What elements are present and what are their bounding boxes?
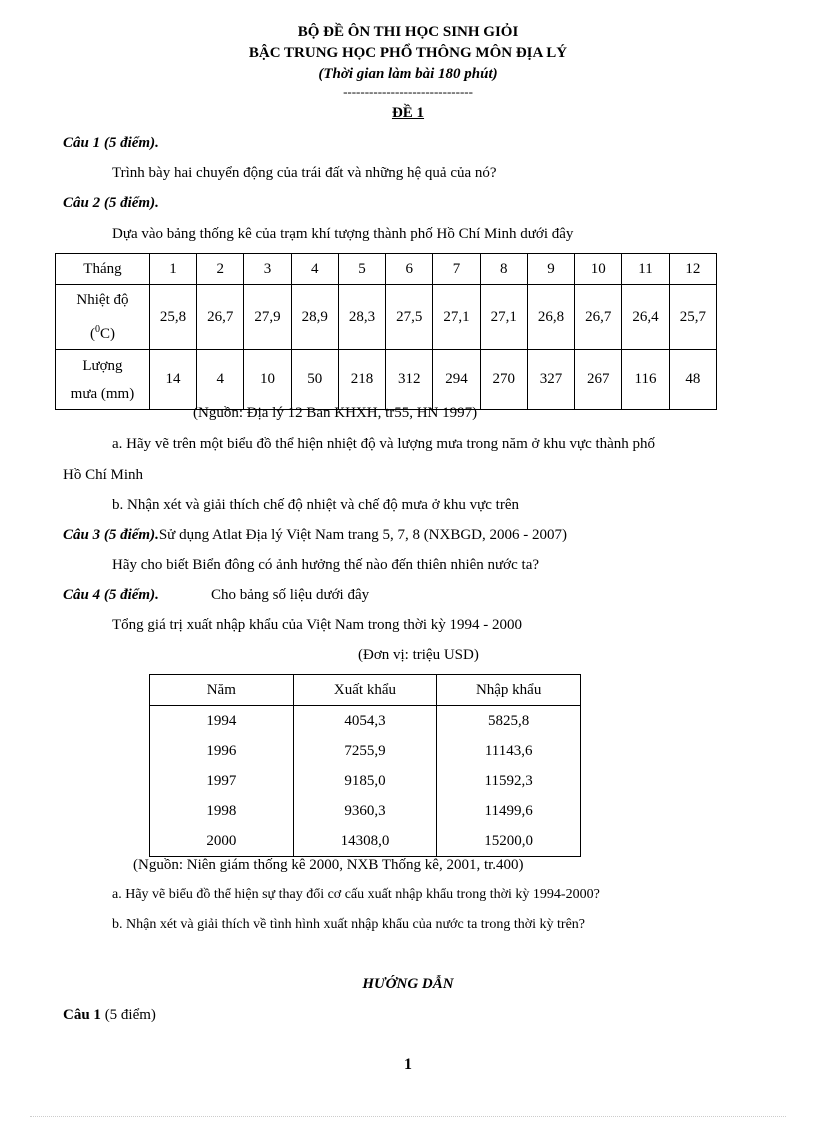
table-header-cell [56,285,150,350]
temp-cell: 28,9 [291,285,338,350]
climate-table [55,253,717,410]
export-cell: 9185,0 [293,766,437,796]
table-header-cell: Năm [150,675,294,706]
temp-cell: 26,8 [527,285,574,350]
guide-q1-points: (5 điểm) [100,1007,156,1023]
rain-cell: 50 [291,350,338,410]
temp-label-sup: 0 [94,324,100,335]
export-cell: 4054,3 [293,706,437,737]
month-cell: 6 [386,254,433,285]
month-cell: 1 [149,254,196,285]
climate-temp-row [56,285,717,350]
month-cell: 3 [244,254,291,285]
q4-label: Câu 4 (5 điểm). [63,587,159,603]
page-number: 1 [404,1056,412,1073]
export-cell: 7255,9 [293,736,437,766]
temp-cell: 26,7 [197,285,244,350]
title-divider: ------------------------------ [343,84,473,99]
table-row [150,736,581,766]
q2-part-a-line1: a. Hãy vẽ trên một biểu đồ thể hiện nhiệt độ và lượng mưa trong năm ở khu vực thành phố [112,436,656,452]
import-cell: 5825,8 [437,706,581,737]
rain-label-line1: Lượng [82,357,123,374]
guide-title: HƯỚNG DẪN [362,976,454,992]
year-cell: 1994 [150,706,294,737]
trade-table [149,674,581,857]
q4-table-title: Tổng giá trị xuất nhập khẩu của Việt Nam trong thời kỳ 1994 - 2000 [112,617,523,633]
temp-cell: 27,1 [480,285,527,350]
temp-cell: 27,9 [244,285,291,350]
q4-source: (Nguồn: Niên giám thống kê 2000, NXB Thống kê, 2001, tr.400) [133,857,524,873]
rain-cell: 4 [197,350,244,410]
month-cell: 12 [669,254,716,285]
month-cell: 5 [338,254,385,285]
month-cell: 8 [480,254,527,285]
q4-unit: (Đơn vị: triệu USD) [358,647,479,663]
table-row [150,766,581,796]
import-cell: 11143,6 [437,736,581,766]
table-header-cell [56,350,150,410]
trade-header-row [150,675,581,706]
rain-cell: 10 [244,350,291,410]
guide-q1-label: Câu 1 [63,1007,101,1023]
rain-cell: 267 [575,350,622,410]
table-header-cell: Xuất khẩu [293,675,437,706]
rain-cell: 48 [669,350,716,410]
climate-rain-row [56,350,717,410]
q1-text: Trình bày hai chuyển động của trái đất và những hệ quả của nó? [112,165,497,181]
table-row [150,796,581,826]
rain-cell: 116 [622,350,669,410]
temp-label-pre: ( [89,326,95,342]
doc-title-line2: BẬC TRUNG HỌC PHỔ THÔNG MÔN ĐỊA LÝ [248,45,568,61]
import-cell: 15200,0 [437,826,581,857]
import-cell: 11499,6 [437,796,581,826]
temp-cell: 25,7 [669,285,716,350]
q3-question: Hãy cho biết Biển đông có ảnh hưởng thế nào đến thiên nhiên nước ta? [112,557,540,573]
q3-text: Sử dụng Atlat Địa lý Việt Nam trang 5, 7, 8 (NXBGD, 2006 - 2007) [158,527,568,543]
q4-text: Cho bảng số liệu dưới đây [211,587,370,603]
table-header-cell: Tháng [56,254,150,285]
month-cell: 2 [197,254,244,285]
q2-part-b: b. Nhận xét và giải thích chế độ nhiệt và chế độ mưa ở khu vực trên [112,497,519,513]
rain-cell: 270 [480,350,527,410]
table-header-cell: Nhập khẩu [437,675,581,706]
temp-cell: 26,7 [575,285,622,350]
exam-number: ĐỀ 1 [391,105,425,121]
q2-label: Câu 2 (5 điểm). [63,195,159,211]
rain-cell: 327 [527,350,574,410]
q2-intro: Dựa vào bảng thống kê của trạm khí tượng thành phố Hồ Chí Minh dưới đây [112,226,574,242]
export-cell: 14308,0 [293,826,437,857]
rain-cell: 312 [386,350,433,410]
table-row [150,826,581,857]
guide-q1 [63,1007,156,1024]
q3-label: Câu 3 (5 điểm). [63,527,159,543]
doc-duration: (Thời gian làm bài 180 phút) [318,66,498,82]
month-cell: 7 [433,254,480,285]
temp-label-line1: Nhiệt độ [76,292,129,308]
doc-title-line1: BỘ ĐỀ ÔN THI HỌC SINH GIỎI [297,24,519,40]
q4-part-b: b. Nhận xét và giải thích về tình hình xuất nhập khẩu của nước ta trong thời kỳ trên? [112,917,585,932]
table-row [150,706,581,737]
year-cell: 2000 [150,826,294,857]
year-cell: 1997 [150,766,294,796]
month-cell: 4 [291,254,338,285]
year-cell: 1996 [150,736,294,766]
year-cell: 1998 [150,796,294,826]
temp-cell: 28,3 [338,285,385,350]
q3-line [63,527,567,544]
q4-part-a: a. Hãy vẽ biểu đồ thể hiện sự thay đổi cơ cấu xuất nhập khẩu trong thời kỳ 1994-2000? [112,887,600,902]
temp-cell: 25,8 [149,285,196,350]
rain-cell: 218 [338,350,385,410]
import-cell: 11592,3 [437,766,581,796]
temp-label-post: C) [99,326,115,342]
month-cell: 10 [575,254,622,285]
rain-cell: 14 [149,350,196,410]
temp-cell: 27,1 [433,285,480,350]
q1-label: Câu 1 (5 điểm). [63,135,159,151]
export-cell: 9360,3 [293,796,437,826]
temp-cell: 27,5 [386,285,433,350]
q2-source: (Nguồn: Địa lý 12 Ban KHXH, tr55, HN 1997) [193,405,478,421]
q2-part-a-line2: Hồ Chí Minh [63,467,144,483]
month-cell: 9 [527,254,574,285]
rain-label-line2: mưa (mm) [70,385,135,402]
page-bottom-border [30,1116,786,1117]
temp-cell: 26,4 [622,285,669,350]
month-cell: 11 [622,254,669,285]
rain-cell: 294 [433,350,480,410]
climate-month-row [56,254,717,285]
